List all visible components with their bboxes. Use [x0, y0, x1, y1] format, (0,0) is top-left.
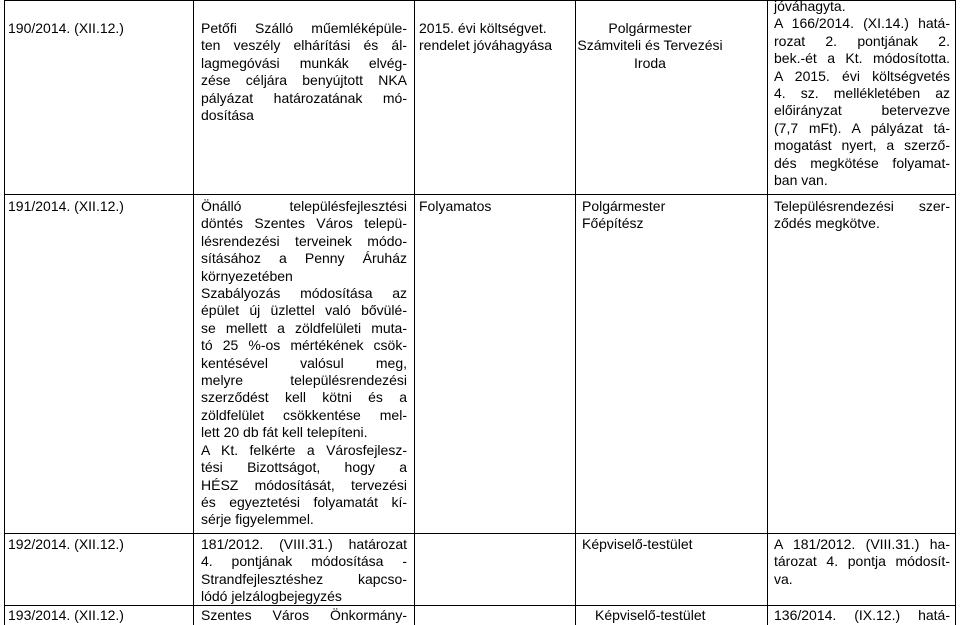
subject-line: szerződést kell kötni és a: [201, 389, 407, 406]
subject-line: lett 20 db fát kell telepíteni.: [201, 424, 368, 441]
responsible-line: Polgármester: [582, 198, 666, 214]
subject-line: kentésével valósul meg,: [201, 354, 407, 371]
subject-line: döntés Szentes Város telepü-: [201, 215, 407, 232]
implementation-status: [774, 607, 950, 624]
column-divider: [575, 0, 576, 625]
deadline-line: rendelet jóváhagyása: [419, 37, 553, 54]
deadline: [419, 20, 571, 55]
implementation-status: [774, 536, 950, 588]
subject-line: tési Bizottságot, hogy a: [201, 459, 407, 476]
responsible: [595, 607, 765, 624]
responsible-line: Képviselő-testület: [595, 607, 706, 623]
status-line: (7,7 mFt). A pályázat tá-: [774, 119, 950, 136]
subject-line: épület új üzlettel való bővülé-: [201, 302, 407, 319]
resolution-subject: [201, 536, 407, 606]
subject-line: HÉSZ módosítását, tervezési: [201, 476, 407, 493]
responsible: [582, 198, 762, 233]
resolution-number: 192/2014. (XII.12.): [8, 536, 124, 552]
subject-line: sításához a Penny Áruház: [201, 250, 407, 267]
subject-line: Petőfi Szálló műemléképüle-: [201, 20, 407, 36]
subject-line: zése céljára benyújtott NKA: [201, 72, 407, 89]
resolution-subject: [201, 198, 407, 529]
subject-line: lagmegóvási munkák elvég-: [201, 54, 407, 71]
status-line: va.: [774, 570, 793, 587]
resolution-number: 190/2014. (XII.12.): [8, 20, 124, 36]
subject-line: Strandfejlesztéshez kapcso-: [201, 570, 407, 587]
subject-line: 181/2012. (VIII.31.) határozat: [201, 536, 407, 552]
responsible-line: Polgármester: [608, 20, 692, 36]
responsible: [582, 536, 762, 553]
subject-line: Önálló településfejlesztési: [201, 198, 407, 214]
deadline-line: 2015. évi költségvet.: [419, 20, 547, 36]
responsible-line: Számviteli és Tervezési: [577, 37, 723, 54]
subject-line: A Kt. felkérte a Városfejlesz-: [201, 441, 407, 458]
implementation-status: [774, 0, 950, 189]
status-line: tározat 4. pontja módosít-: [774, 553, 950, 570]
resolution-number: 193/2014. (XII.12.): [8, 607, 124, 623]
status-line: rozat 2. pontjának 2.: [774, 32, 950, 49]
status-line: A 181/2012. (VIII.31.) ha-: [774, 536, 950, 552]
subject-line: és egyeztetési folyamatát kí-: [201, 493, 407, 510]
subject-line: ten veszély elhárítási és ál-: [201, 37, 407, 54]
row-divider: [4, 533, 956, 534]
status-line: 136/2014. (IX.12.) hatá-: [774, 607, 950, 623]
subject-line: zöldfelület csökkentése mel-: [201, 406, 407, 423]
responsible-line: Képviselő-testület: [582, 536, 693, 552]
status-line: Településrendezési szer-: [774, 198, 950, 214]
subject-line: Szentes Város Önkormány-: [201, 607, 407, 623]
subject-line: dosítása: [201, 107, 254, 124]
table-border-left: [4, 0, 5, 625]
status-line: dés megkötése folyamat-: [774, 154, 950, 171]
subject-line: lódó jelzálogbejegyzés: [201, 588, 342, 605]
implementation-status: [774, 198, 950, 233]
subject-line: tó 25 %-os mértékének csök-: [201, 337, 407, 354]
subject-line: pályázat határozatának mó-: [201, 89, 407, 106]
deadline: [419, 198, 571, 215]
subject-line: Szabályozás módosítása az: [201, 285, 407, 302]
subject-line: környezetében: [201, 267, 293, 284]
subject-line: 4. pontjának módosítása -: [201, 553, 407, 570]
column-divider: [193, 0, 194, 625]
subject-line: melyre településrendezési: [201, 372, 407, 389]
status-line: ződés megkötve.: [774, 215, 880, 232]
status-line: A 2015. évi költségvetés: [774, 67, 950, 84]
status-line: 4. sz. mellékletében az: [774, 85, 950, 102]
status-line: bek.-ét a Kt. módosította.: [774, 50, 950, 67]
table-border-right: [955, 0, 956, 625]
row-divider: [4, 605, 956, 606]
subject-line: sérje figyelemmel.: [201, 511, 314, 528]
deadline-line: Folyamatos: [419, 198, 492, 214]
column-divider: [414, 0, 415, 625]
column-divider: [767, 0, 768, 625]
subject-line: se mellett a zöldfelületi muta-: [201, 319, 407, 336]
status-line: mogatást nyert, a szerző-: [774, 137, 950, 154]
resolution-subject: [201, 607, 407, 624]
resolution-subject: [201, 20, 407, 124]
status-line: jóváhagyta.: [774, 0, 846, 14]
status-line: előirányzat betervezve: [774, 102, 950, 119]
status-line: ban van.: [774, 172, 828, 189]
row-divider: [4, 194, 956, 195]
status-line: A 166/2014. (XI.14.) hatá-: [774, 15, 950, 32]
responsible: [575, 20, 725, 72]
subject-line: lésrendezési terveinek módo-: [201, 232, 407, 249]
resolution-number: 191/2014. (XII.12.): [8, 198, 124, 214]
responsible-line: Iroda: [634, 54, 666, 71]
responsible-line: Főépítész: [582, 215, 644, 232]
